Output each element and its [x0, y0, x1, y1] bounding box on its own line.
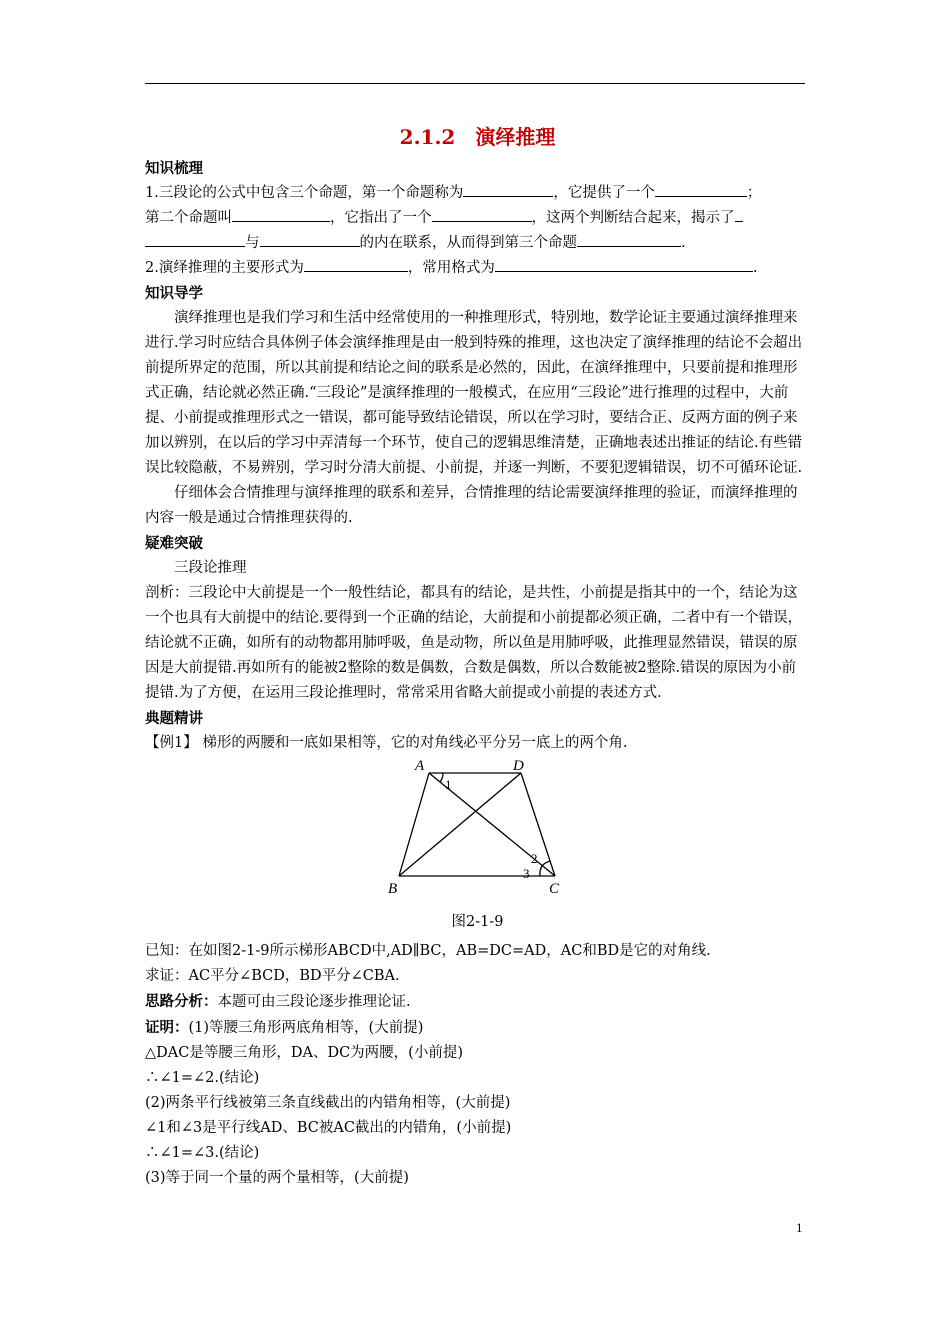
- page-number: 1: [796, 1220, 803, 1235]
- text: 第二个命题叫: [145, 210, 232, 226]
- proof-line: (3)等于同一个量的两个量相等，(大前提): [145, 1170, 409, 1186]
- example-given: 已知：在如图2-1-9所示梯形ABCD中,AD∥BC，AB=DC=AD，AC和BD是它的对角线.: [145, 943, 711, 959]
- vertex-c-label: C: [549, 881, 560, 897]
- page-content: [145, 118, 810, 1191]
- review-question-2: [145, 256, 810, 281]
- proof-line: (2)两条平行线被第三条直线截出的内错角相等，(大前提): [145, 1095, 511, 1111]
- vertex-a-label: A: [415, 758, 425, 774]
- example-statement: [145, 731, 810, 756]
- text: ，它指出了一个: [330, 210, 432, 226]
- trapezoid-diagram: [385, 758, 575, 908]
- solution-idea: [145, 989, 810, 1015]
- fill-blank[interactable]: [463, 182, 553, 197]
- proof-line: ∴∠1=∠2.(结论): [145, 1070, 260, 1086]
- side-ab: [399, 773, 429, 876]
- text: ；: [746, 185, 762, 201]
- header-rule: [145, 83, 805, 84]
- diagonal-bd: [399, 773, 521, 876]
- fill-blank[interactable]: [260, 232, 360, 247]
- fill-blank[interactable]: [655, 182, 747, 197]
- fill-blank[interactable]: [495, 257, 753, 272]
- fill-blank[interactable]: [735, 207, 743, 222]
- proof-label: 证明：: [145, 1019, 189, 1036]
- angle-3-label: 3: [523, 866, 530, 881]
- example-prove: 求证：AC平分∠BCD，BD平分∠CBA.: [145, 968, 400, 984]
- fill-blank[interactable]: [145, 232, 245, 247]
- section-heading-examples: 典题精讲: [145, 710, 203, 727]
- proof-line: [145, 1015, 810, 1041]
- idea-text: 本题可由三段论逐步推理论证.: [217, 994, 411, 1010]
- side-dc: [521, 773, 555, 876]
- difficulty-topic: 三段论推理: [174, 560, 247, 576]
- fill-blank[interactable]: [577, 232, 681, 247]
- angle-1-arc: [440, 773, 443, 782]
- fill-blank[interactable]: [304, 257, 408, 272]
- text: ，常用格式为: [407, 260, 495, 276]
- idea-label: 思路分析：: [145, 993, 218, 1010]
- vertex-b-label: B: [388, 881, 398, 897]
- fill-blank[interactable]: [432, 207, 532, 222]
- angle-2-arc: [542, 861, 550, 866]
- section-heading-review: 知识梳理: [145, 160, 203, 177]
- proof-line: ∠1和∠3是平行线AD、BC被AC截出的内错角，(小前提): [145, 1120, 512, 1136]
- example-text: 梯形的两腰和一底如果相等，它的对角线必平分另一底上的两个角.: [202, 735, 628, 751]
- guide-paragraph-2: 仔细体会合情推理与演绎推理的联系和差异，合情推理的结论需要演绎推理的验证，而演绎推理的内容一般是通过合情推理获得的.: [145, 485, 798, 526]
- text: .: [681, 235, 686, 251]
- text: 1.三段论的公式中包含三个命题，第一个命题称为: [145, 185, 464, 201]
- difficulty-analysis: 剖析：三段论中大前提是一个一般性结论，都具有的结论，是共性，小前提是指其中的一个，结论为这一个也具有大前提中的结论.要得到一个正确的结论，大前提和小前提都必须正确，二者中有一个错误，结论就不正确，如所有的动物都用肺呼吸，鱼是动物，所以鱼是用肺呼吸，此推理显然错误，错误的原因是大前提错.再如所有的能被2整除的数是偶数，合数是偶数，所以合数能被2整除.错误的原因为小前提错.为了方便，在运用三段论推理时，常常采用省略大前提或小前提的表述方式.: [145, 585, 803, 701]
- proof-line: △DAC是等腰三角形，DA、DC为两腰，(小前提): [145, 1045, 463, 1061]
- angle-3-arc: [540, 866, 542, 876]
- text: ，这两个判断结合起来，揭示了: [531, 210, 735, 226]
- vertex-d-label: D: [513, 758, 524, 774]
- section-heading-difficulty: 疑难突破: [145, 535, 203, 552]
- angle-2-label: 2: [531, 851, 538, 866]
- text: 2.演绎推理的主要形式为: [145, 260, 304, 276]
- text: 与: [245, 235, 260, 251]
- text: 的内在联系，从而得到第三个命题: [359, 235, 577, 251]
- fill-blank[interactable]: [232, 207, 330, 222]
- text: ，它提供了一个: [553, 185, 655, 201]
- guide-paragraph-1: 演绎推理也是我们学习和生活中经常使用的一种推理形式，特别地，数学论证主要通过演绎推理来进行.学习时应结合具体例子体会演绎推理是由一般到特殊的推理，这也决定了演绎推理的结论不会超出前提所界定的范围，所以其前提和结论之间的联系是必然的，因此，在演绎推理中，只要前提和推理形式正确，结论就必然正确.“三段论”是演绎推理的一般模式，在应用“三段论”进行推理的过程中，大前提、小前提或推理形式之一错误，都可能导致结论错误，所以在学习时，要结合正、反两方面的例子来加以辨别，在以后的学习中弄清每一个环节，使自己的逻辑思维清楚，正确地表述出推证的结论.有些错误比较隐蔽，不易辨别，学习时分清大前提、小前提，并逐一判断，不要犯逻辑错误，切不可循环论证.: [145, 310, 803, 476]
- text: .: [752, 260, 758, 276]
- proof-line: ∴∠1=∠3.(结论): [145, 1145, 260, 1161]
- review-question-1: [145, 181, 810, 256]
- page-title: 2.1.2 演绎推理: [399, 125, 556, 149]
- trapezoid-figure: [145, 758, 810, 908]
- proof-line-text: (1)等腰三角形两底角相等，(大前提): [188, 1020, 424, 1036]
- figure-caption: 图2-1-9: [451, 914, 504, 930]
- angle-1-label: 1: [445, 777, 452, 792]
- example-label: 【例1】: [145, 735, 198, 751]
- section-heading-guide: 知识导学: [145, 285, 203, 302]
